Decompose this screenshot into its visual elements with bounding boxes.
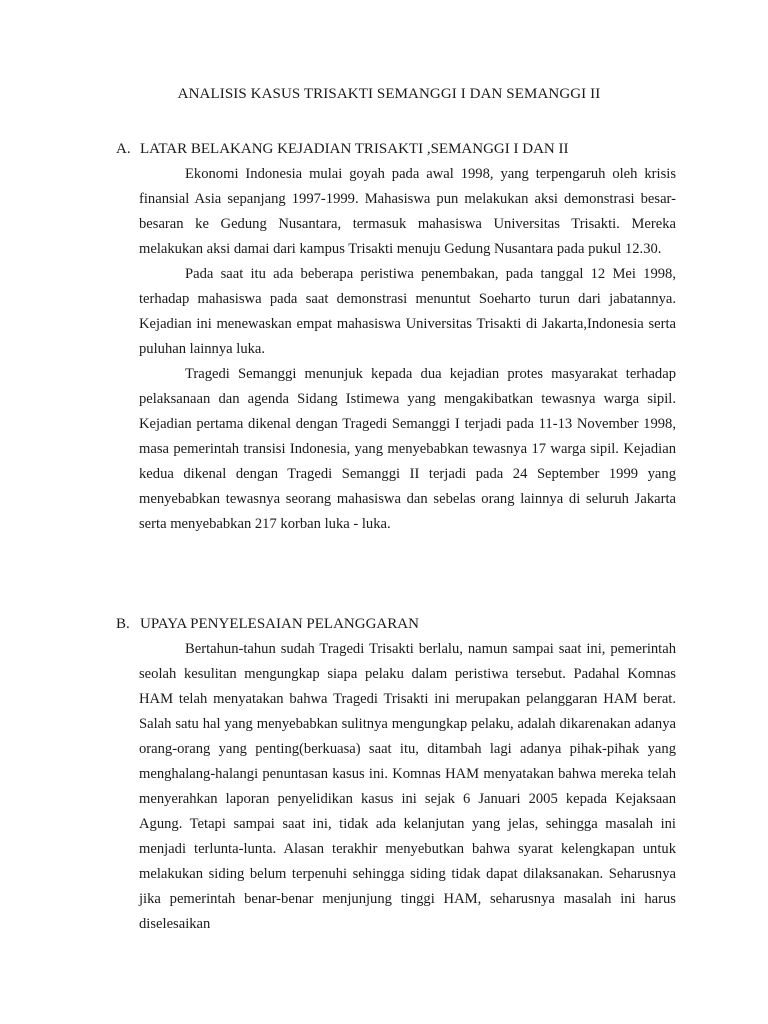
section-heading: [116, 612, 676, 637]
section-letter: A.: [116, 141, 131, 157]
document-title: ANALISIS KASUS TRISAKTI SEMANGGI I DAN SEMANGGI II: [177, 86, 601, 102]
paragraph: Pada saat itu ada beberapa peristiwa penembakan, pada tanggal 12 Mei 1998, terhadap mahasiswa pada saat demonstrasi menuntut Soeharto turun dari jabatannya. Kejadian ini menewaskan empat mahasiswa Universitas Trisakti di Jakarta,Indonesia serta puluhan lainnya luka.: [139, 266, 676, 357]
section-heading-text: LATAR BELAKANG KEJADIAN TRISAKTI ,SEMANGGI I DAN II: [140, 141, 569, 157]
section-b: [116, 612, 676, 937]
paragraph: Bertahun-tahun sudah Tragedi Trisakti berlalu, namun sampai saat ini, pemerintah seolah kesulitan mengungkap siapa pelaku dalam peristiwa tersebut. Padahal Komnas HAM telah menyatakan bahwa Tragedi Trisakti ini merupakan pelanggaran HAM berat. Salah satu hal yang menyebabkan sulitnya mengungkap pelaku, adalah dikarenakan adanya orang-orang yang penting(berkuasa) saat itu, ditambah lagi adanya pihak-pihak yang menghalang-halangi penuntasan kasus ini. Komnas HAM menyatakan bahwa mereka telah menyerahkan laporan penyelidikan kasus ini sejak 6 Januari 2005 kepada Kejaksaan Agung. Tetapi sampai saat ini, tidak ada kelanjutan yang jelas, sehingga masalah ini menjadi terlunta-lunta. Alasan terakhir menyebutkan bahwa syarat kelengkapan untuk melakukan siding belum terpenuhi sehingga siding tidak dapat dilaksanakan. Seharusnya jika pemerintah benar-benar menjunjung tinggi HAM, seharusnya masalah ini harus diselesaikan: [139, 641, 676, 932]
section-heading-text: UPAYA PENYELESAIAN PELANGGARAN: [140, 616, 419, 632]
paragraph: Tragedi Semanggi menunjuk kepada dua kejadian protes masyarakat terhadap pelaksanaan dan agenda Sidang Istimewa yang mengakibatkan tewasnya warga sipil. Kejadian pertama dikenal dengan Tragedi Semanggi I terjadi pada 11-13 November 1998, masa pemerintah transisi Indonesia, yang menyebabkan tewasnya 17 warga sipil. Kejadian kedua dikenal dengan Tragedi Semanggi II terjadi pada 24 September 1999 yang menyebabkan tewasnya seorang mahasiswa dan sebelas orang lainnya di seluruh Jakarta serta menyebabkan 217 korban luka - luka.: [139, 366, 676, 532]
section-a: [116, 137, 676, 537]
section-heading: [116, 137, 676, 162]
paragraph: Ekonomi Indonesia mulai goyah pada awal 1998, yang terpengaruh oleh krisis finansial Asia sepanjang 1997-1999. Mahasiswa pun melakukan aksi demonstrasi besar-besaran ke Gedung Nusantara, termasuk mahasiswa Universitas Trisakti. Mereka melakukan aksi damai dari kampus Trisakti menuju Gedung Nusantara pada pukul 12.30.: [139, 166, 676, 257]
section-letter: B.: [116, 616, 130, 632]
